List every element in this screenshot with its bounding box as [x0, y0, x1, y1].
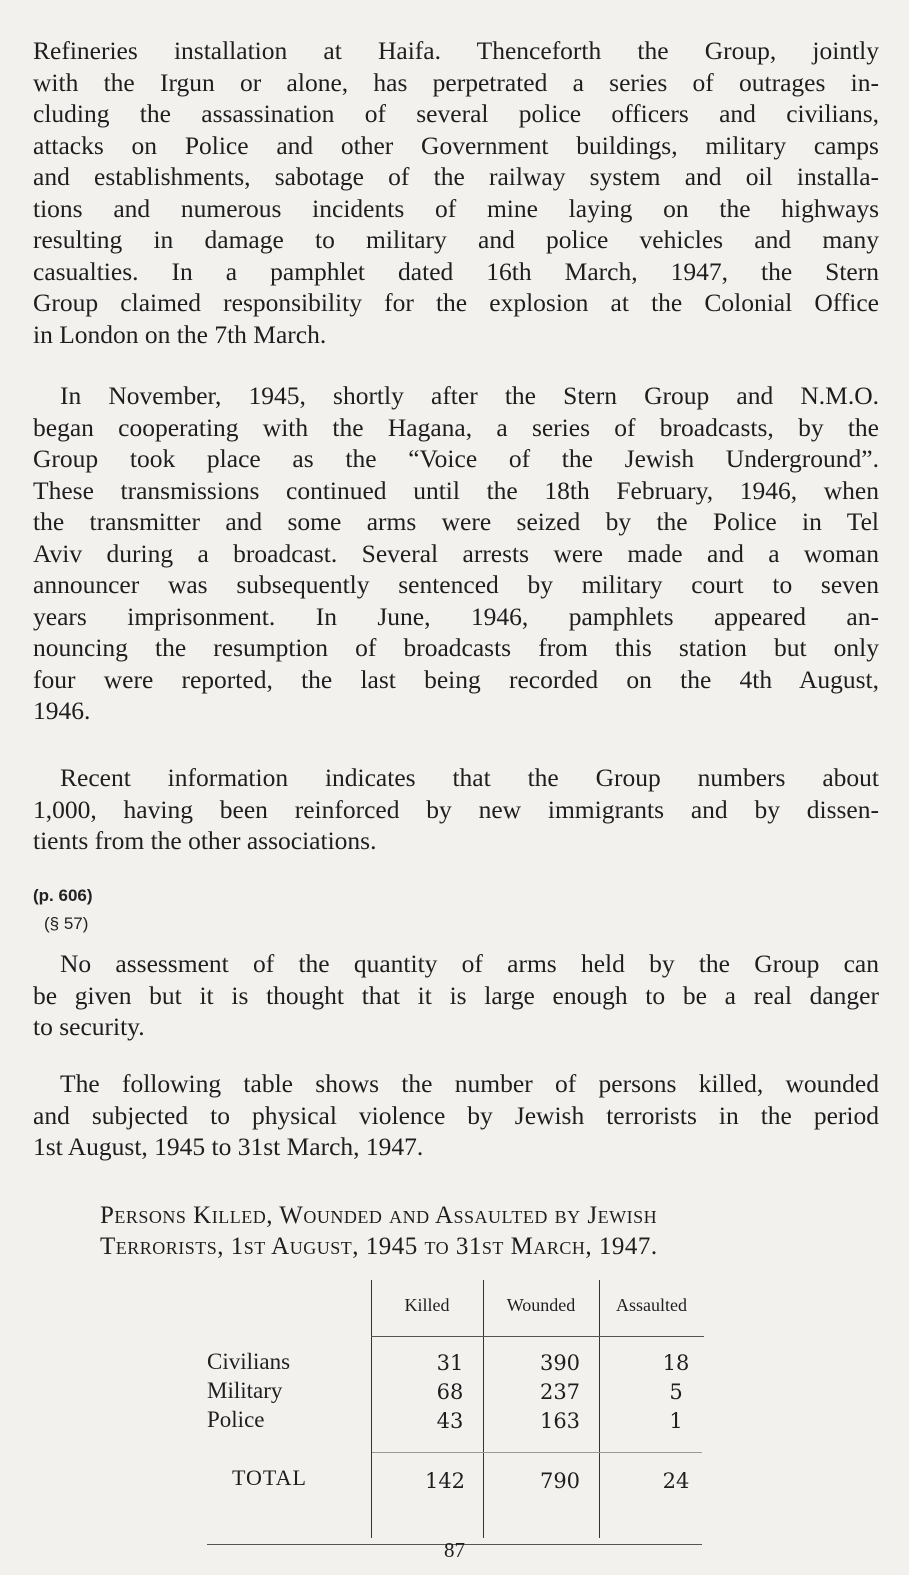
text-line: Aviv during a broadcast. Several arrests were made and a woman [33, 538, 879, 568]
paragraph-group-numbers [33, 762, 879, 857]
cell-total-assaulted: 24 [662, 1469, 690, 1493]
paragraph-table-intro [33, 1068, 879, 1163]
text-line: resulting in damage to military and police vehicles and many [33, 225, 879, 254]
column-divider [371, 1280, 372, 1538]
row-label-total: TOTAL [232, 1465, 307, 1490]
cell-total-wounded: 790 [539, 1469, 581, 1493]
text-line: announcer was subsequently sentenced by military court to seven [33, 570, 879, 599]
cell-civilians-assaulted: 18 [662, 1351, 690, 1375]
cell-military-killed: 68 [436, 1380, 464, 1404]
text-line: 1946. [33, 696, 91, 725]
text-line: No assessment of the quantity of arms held by the Group can [60, 949, 879, 978]
text-line: cluding the assassination of several police officers and civilians, [33, 99, 879, 128]
column-header-assaulted: Assaulted [616, 1295, 687, 1315]
text-line: years imprisonment. In June, 1946, pamphlets appeared an- [33, 601, 879, 631]
cell-police-assaulted: 1 [669, 1409, 683, 1433]
text-line: with the Irgun or alone, has perpetrated a series of outrages in- [33, 67, 879, 97]
text-line: tions and numerous incidents of mine laying on the highways [33, 193, 879, 223]
page-number: 87 [444, 1538, 465, 1562]
paragraph-broadcasts [33, 380, 879, 727]
text-line: and establishments, sabotage of the railway system and oil installa- [33, 162, 879, 191]
total-rule [372, 1452, 702, 1453]
cell-military-wounded: 237 [539, 1380, 581, 1404]
row-label-police: Police [207, 1407, 265, 1432]
text-line: The following table shows the number of persons killed, wounded [60, 1069, 879, 1098]
column-header-killed: Killed [404, 1295, 450, 1315]
column-header-wounded: Wounded [506, 1295, 576, 1315]
text-line: four were reported, the last being recorded on the 4th August, [33, 664, 879, 694]
text-line: 1st August, 1945 to 31st March, 1947. [33, 1132, 424, 1161]
text-line: attacks on Police and other Government buildings, military camps [33, 130, 879, 160]
text-line: nouncing the resumption of broadcasts from this station but only [33, 633, 879, 662]
text-line: 1,000, having been reinforced by new immigrants and by dissen- [33, 794, 879, 824]
text-line: be given but it is thought that it is large enough to be a real danger [33, 980, 879, 1010]
table-title-line: Persons Killed, Wounded and Assaulted by Jewish [100, 1202, 658, 1229]
text-line: Group took place as the “Voice of the Jewish Underground”. [33, 444, 879, 473]
text-line: In November, 1945, shortly after the Stern Group and N.M.O. [60, 381, 879, 410]
paragraph-stern-activities [33, 35, 879, 350]
text-line: the transmitter and some arms were seized by the Police in Tel [33, 507, 879, 536]
cell-military-assaulted: 5 [669, 1380, 683, 1404]
text-line: These transmissions continued until the 18th February, 1946, when [33, 475, 879, 505]
row-label-military: Military [207, 1378, 283, 1403]
cell-total-killed: 142 [424, 1469, 466, 1493]
page-reference: (p. 606) [33, 886, 93, 905]
cell-civilians-wounded: 390 [539, 1351, 581, 1375]
row-label-civilians: Civilians [207, 1349, 291, 1374]
text-line: to security. [33, 1012, 145, 1041]
text-line: Refineries installation at Haifa. Thenceforth the Group, jointly [33, 36, 879, 65]
text-line: Group claimed responsibility for the explosion at the Colonial Office [33, 288, 879, 317]
text-line: in London on the 7th March. [33, 319, 327, 349]
text-line: began cooperating with the Hagana, a series of broadcasts, by the [33, 412, 879, 442]
text-line: Recent information indicates that the Group numbers about [60, 763, 879, 792]
table-title-line: Terrorists, 1st August, 1945 to 31st March, 1947. [100, 1233, 658, 1260]
cell-police-wounded: 163 [539, 1409, 581, 1433]
cell-civilians-killed: 31 [436, 1351, 464, 1375]
paragraph-arms-assessment [33, 948, 879, 1043]
header-rule [371, 1336, 704, 1337]
text-line: casualties. In a pamphlet dated 16th March, 1947, the Stern [33, 256, 879, 286]
cell-police-killed: 43 [436, 1409, 464, 1433]
table-title [100, 1200, 860, 1262]
text-line: tients from the other associations. [33, 826, 377, 855]
text-line: and subjected to physical violence by Jewish terrorists in the period [33, 1100, 879, 1130]
section-reference: (§ 57) [44, 914, 89, 933]
